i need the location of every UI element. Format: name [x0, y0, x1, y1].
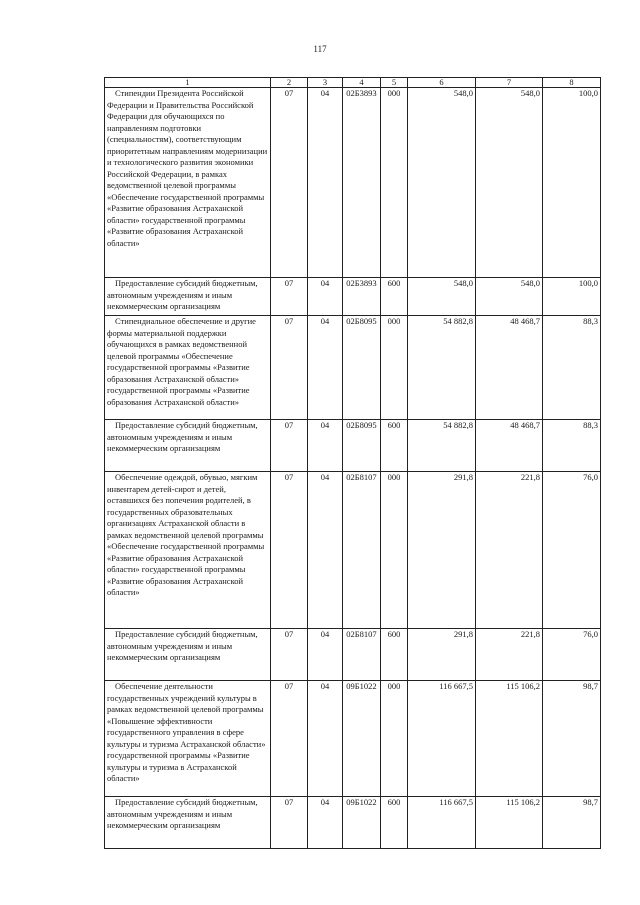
cell-section: 07	[271, 420, 308, 472]
table-row	[105, 797, 601, 849]
cell-subsection: 04	[308, 629, 343, 681]
cell-planned: 291,8	[408, 629, 476, 681]
row-name: Обеспечение одеждой, обувью, мягким инвентарем детей-сирот и детей, оставшихся без попечения родителей, в государственных образовательных организациях Астраханской области в рамках ведомственной целевой программы «Обеспечение государственной программы «Развитие образования Астраханской области» государственной программы «Развитие образования Астраханской области»	[105, 472, 271, 629]
cell-expense-type: 000	[381, 88, 408, 278]
cell-section: 07	[271, 278, 308, 316]
cell-expense-type: 600	[381, 629, 408, 681]
cell-planned: 548,0	[408, 278, 476, 316]
cell-planned: 291,8	[408, 472, 476, 629]
cell-subsection: 04	[308, 681, 343, 797]
cell-percent: 100,0	[543, 278, 601, 316]
cell-planned: 548,0	[408, 88, 476, 278]
cell-subsection: 04	[308, 797, 343, 849]
cell-planned: 116 667,5	[408, 797, 476, 849]
row-name: Предоставление субсидий бюджетным, автономным учреждениям и иным некоммерческим организациям	[105, 629, 271, 681]
cell-percent: 88,3	[543, 420, 601, 472]
budget-table	[104, 77, 601, 849]
col-header-8: 8	[543, 78, 601, 88]
cell-actual: 221,8	[476, 472, 543, 629]
row-name: Стипендиальное обеспечение и другие формы материальной поддержки обучающихся в рамках ведомственной целевой программы «Обеспечение государственной программы «Развитие образования Астраханской области» государственной программы «Развитие образования Астраханской области»	[105, 316, 271, 420]
col-header-2: 2	[271, 78, 308, 88]
cell-percent: 98,7	[543, 681, 601, 797]
cell-expense-type: 600	[381, 420, 408, 472]
cell-target-code: 09Б1022	[343, 797, 381, 849]
col-header-5: 5	[381, 78, 408, 88]
table-row	[105, 472, 601, 629]
cell-expense-type: 000	[381, 681, 408, 797]
cell-target-code: 02Б3893	[343, 278, 381, 316]
cell-actual: 115 106,2	[476, 681, 543, 797]
row-name: Предоставление субсидий бюджетным, автономным учреждениям и иным некоммерческим организациям	[105, 797, 271, 849]
cell-target-code: 02Б3893	[343, 88, 381, 278]
cell-target-code: 02Б8107	[343, 629, 381, 681]
col-header-6: 6	[408, 78, 476, 88]
cell-actual: 115 106,2	[476, 797, 543, 849]
cell-actual: 548,0	[476, 88, 543, 278]
cell-target-code: 02Б8107	[343, 472, 381, 629]
table-row	[105, 316, 601, 420]
col-header-7: 7	[476, 78, 543, 88]
table-row	[105, 629, 601, 681]
row-name: Предоставление субсидий бюджетным, автономным учреждениям и иным некоммерческим организациям	[105, 278, 271, 316]
cell-section: 07	[271, 316, 308, 420]
cell-section: 07	[271, 629, 308, 681]
row-name: Предоставление субсидий бюджетным, автономным учреждениям и иным некоммерческим организациям	[105, 420, 271, 472]
table-row	[105, 420, 601, 472]
cell-subsection: 04	[308, 278, 343, 316]
cell-planned: 54 882,8	[408, 316, 476, 420]
cell-expense-type: 000	[381, 472, 408, 629]
cell-subsection: 04	[308, 420, 343, 472]
cell-actual: 548,0	[476, 278, 543, 316]
cell-subsection: 04	[308, 316, 343, 420]
page-number: 117	[313, 44, 327, 54]
cell-target-code: 02Б8095	[343, 420, 381, 472]
cell-planned: 116 667,5	[408, 681, 476, 797]
header-row	[105, 78, 601, 88]
row-name: Стипендии Президента Российской Федерации и Правительства Российской Федерации для обучающихся по направлениям подготовки (специальностям), соответствующим приоритетным направлениям модернизации и технологического развития экономики Российской Федерации, в рамках ведомственной целевой программы «Обеспечение государственной программы «Развитие образования Астраханской области» государственной программы «Развитие образования Астраханской области»	[105, 88, 271, 278]
table-row	[105, 88, 601, 278]
cell-actual: 221,8	[476, 629, 543, 681]
cell-expense-type: 000	[381, 316, 408, 420]
col-header-3: 3	[308, 78, 343, 88]
col-header-1: 1	[105, 78, 271, 88]
table-row	[105, 278, 601, 316]
cell-percent: 76,0	[543, 472, 601, 629]
cell-section: 07	[271, 472, 308, 629]
col-header-4: 4	[343, 78, 381, 88]
cell-actual: 48 468,7	[476, 316, 543, 420]
cell-percent: 98,7	[543, 797, 601, 849]
cell-expense-type: 600	[381, 797, 408, 849]
table-row	[105, 681, 601, 797]
cell-target-code: 09Б1022	[343, 681, 381, 797]
cell-section: 07	[271, 88, 308, 278]
cell-section: 07	[271, 681, 308, 797]
cell-actual: 48 468,7	[476, 420, 543, 472]
row-name: Обеспечение деятельности государственных учреждений культуры в рамках ведомственной целевой программы «Повышение эффективности государственного управления в сфере культуры и туризма Астраханской области» государственной программы «Развитие культуры и туризма в Астраханской области»	[105, 681, 271, 797]
cell-percent: 100,0	[543, 88, 601, 278]
cell-subsection: 04	[308, 472, 343, 629]
cell-expense-type: 600	[381, 278, 408, 316]
cell-target-code: 02Б8095	[343, 316, 381, 420]
cell-planned: 54 882,8	[408, 420, 476, 472]
cell-subsection: 04	[308, 88, 343, 278]
cell-section: 07	[271, 797, 308, 849]
cell-percent: 88,3	[543, 316, 601, 420]
cell-percent: 76,0	[543, 629, 601, 681]
